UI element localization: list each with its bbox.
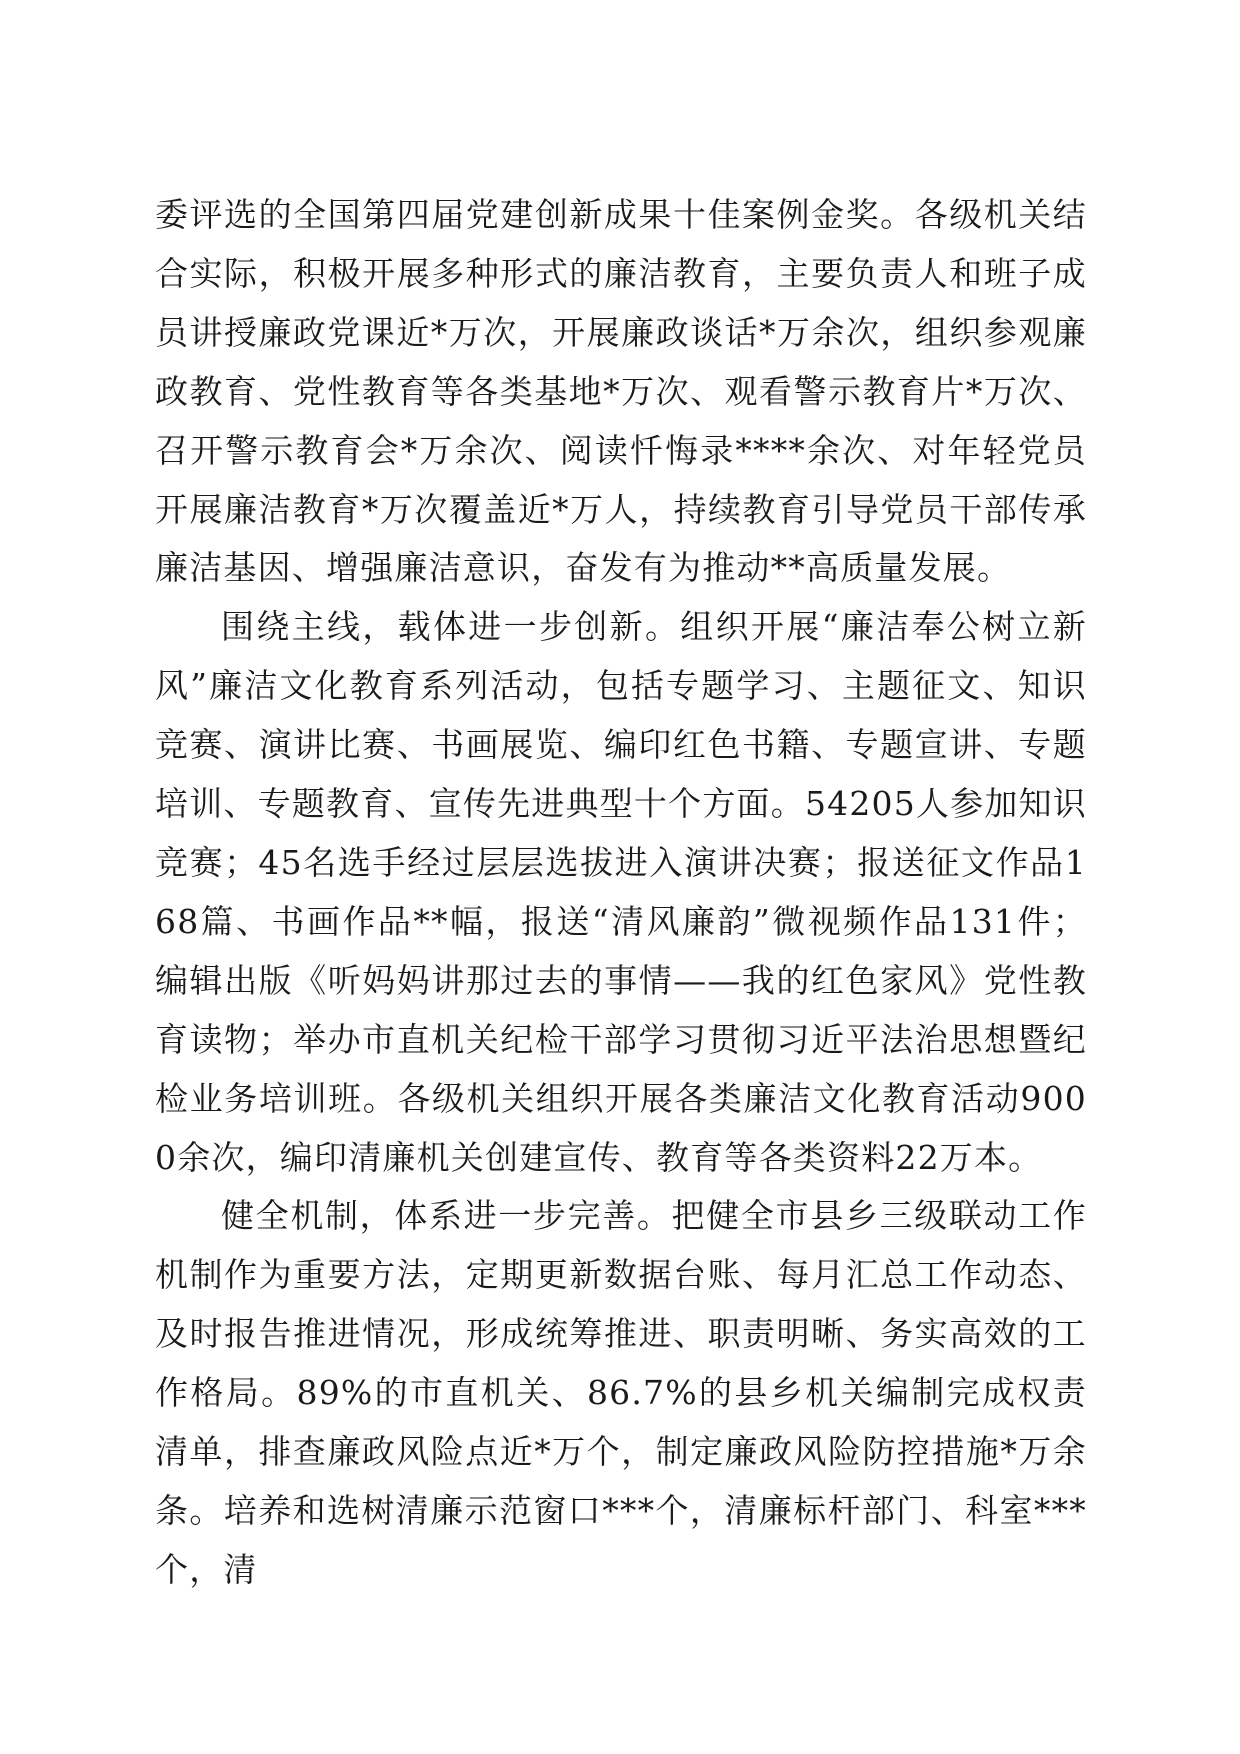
paragraph-carrier-innovation: 围绕主线，载体进一步创新。组织开展“廉洁奉公树立新风”廉洁文化教育系列活动，包括专题学习、主题征文、知识竞赛、演讲比赛、书画展览、编印红色书籍、专题宣讲、专题培训、专题教育、宣传先进典型十个方面。54205人参加知识竞赛；45名选手经过层层选拔进入演讲决赛；报送征文作品168篇、书画作品**幅，报送“清风廉韵”微视频作品131件；编辑出版《听妈妈讲那过去的事情——我的红色家风》党性教育读物；举办市直机关纪检干部学习贯彻习近平法治思想暨纪检业务培训班。各级机关组织开展各类廉洁文化教育活动9000余次，编印清廉机关创建宣传、教育等各类资料22万本。 <box>155 607 1087 1177</box>
paragraph-mechanism: 健全机制，体系进一步完善。把健全市县乡三级联动工作机制作为重要方法，定期更新数据台账、每月汇总工作动态、及时报告推进情况，形成统筹推进、职责明晰、务实高效的工作格局。89%的市直机关、86.7%的县乡机关编制完成权责清单，排查廉政风险点近*万个，制定廉政风险防控措施*万余条。培养和选树清廉示范窗口***个，清廉标杆部门、科室***个，清 <box>155 1196 1087 1589</box>
paragraph-continued: 委评选的全国第四届党建创新成果十佳案例金奖。各级机关结合实际，积极开展多种形式的廉洁教育，主要负责人和班子成员讲授廉政党课近*万次，开展廉政谈话*万余次，组织参观廉政教育、党性教育等各类基地*万次、观看警示教育片*万次、召开警示教育会*万余次、阅读忏悔录****余次、对年轻党员开展廉洁教育*万次覆盖近*万人，持续教育引导党员干部传承廉洁基因、增强廉洁意识，奋发有为推动**高质量发展。 <box>155 195 1087 588</box>
body-text <box>155 186 1087 1600</box>
